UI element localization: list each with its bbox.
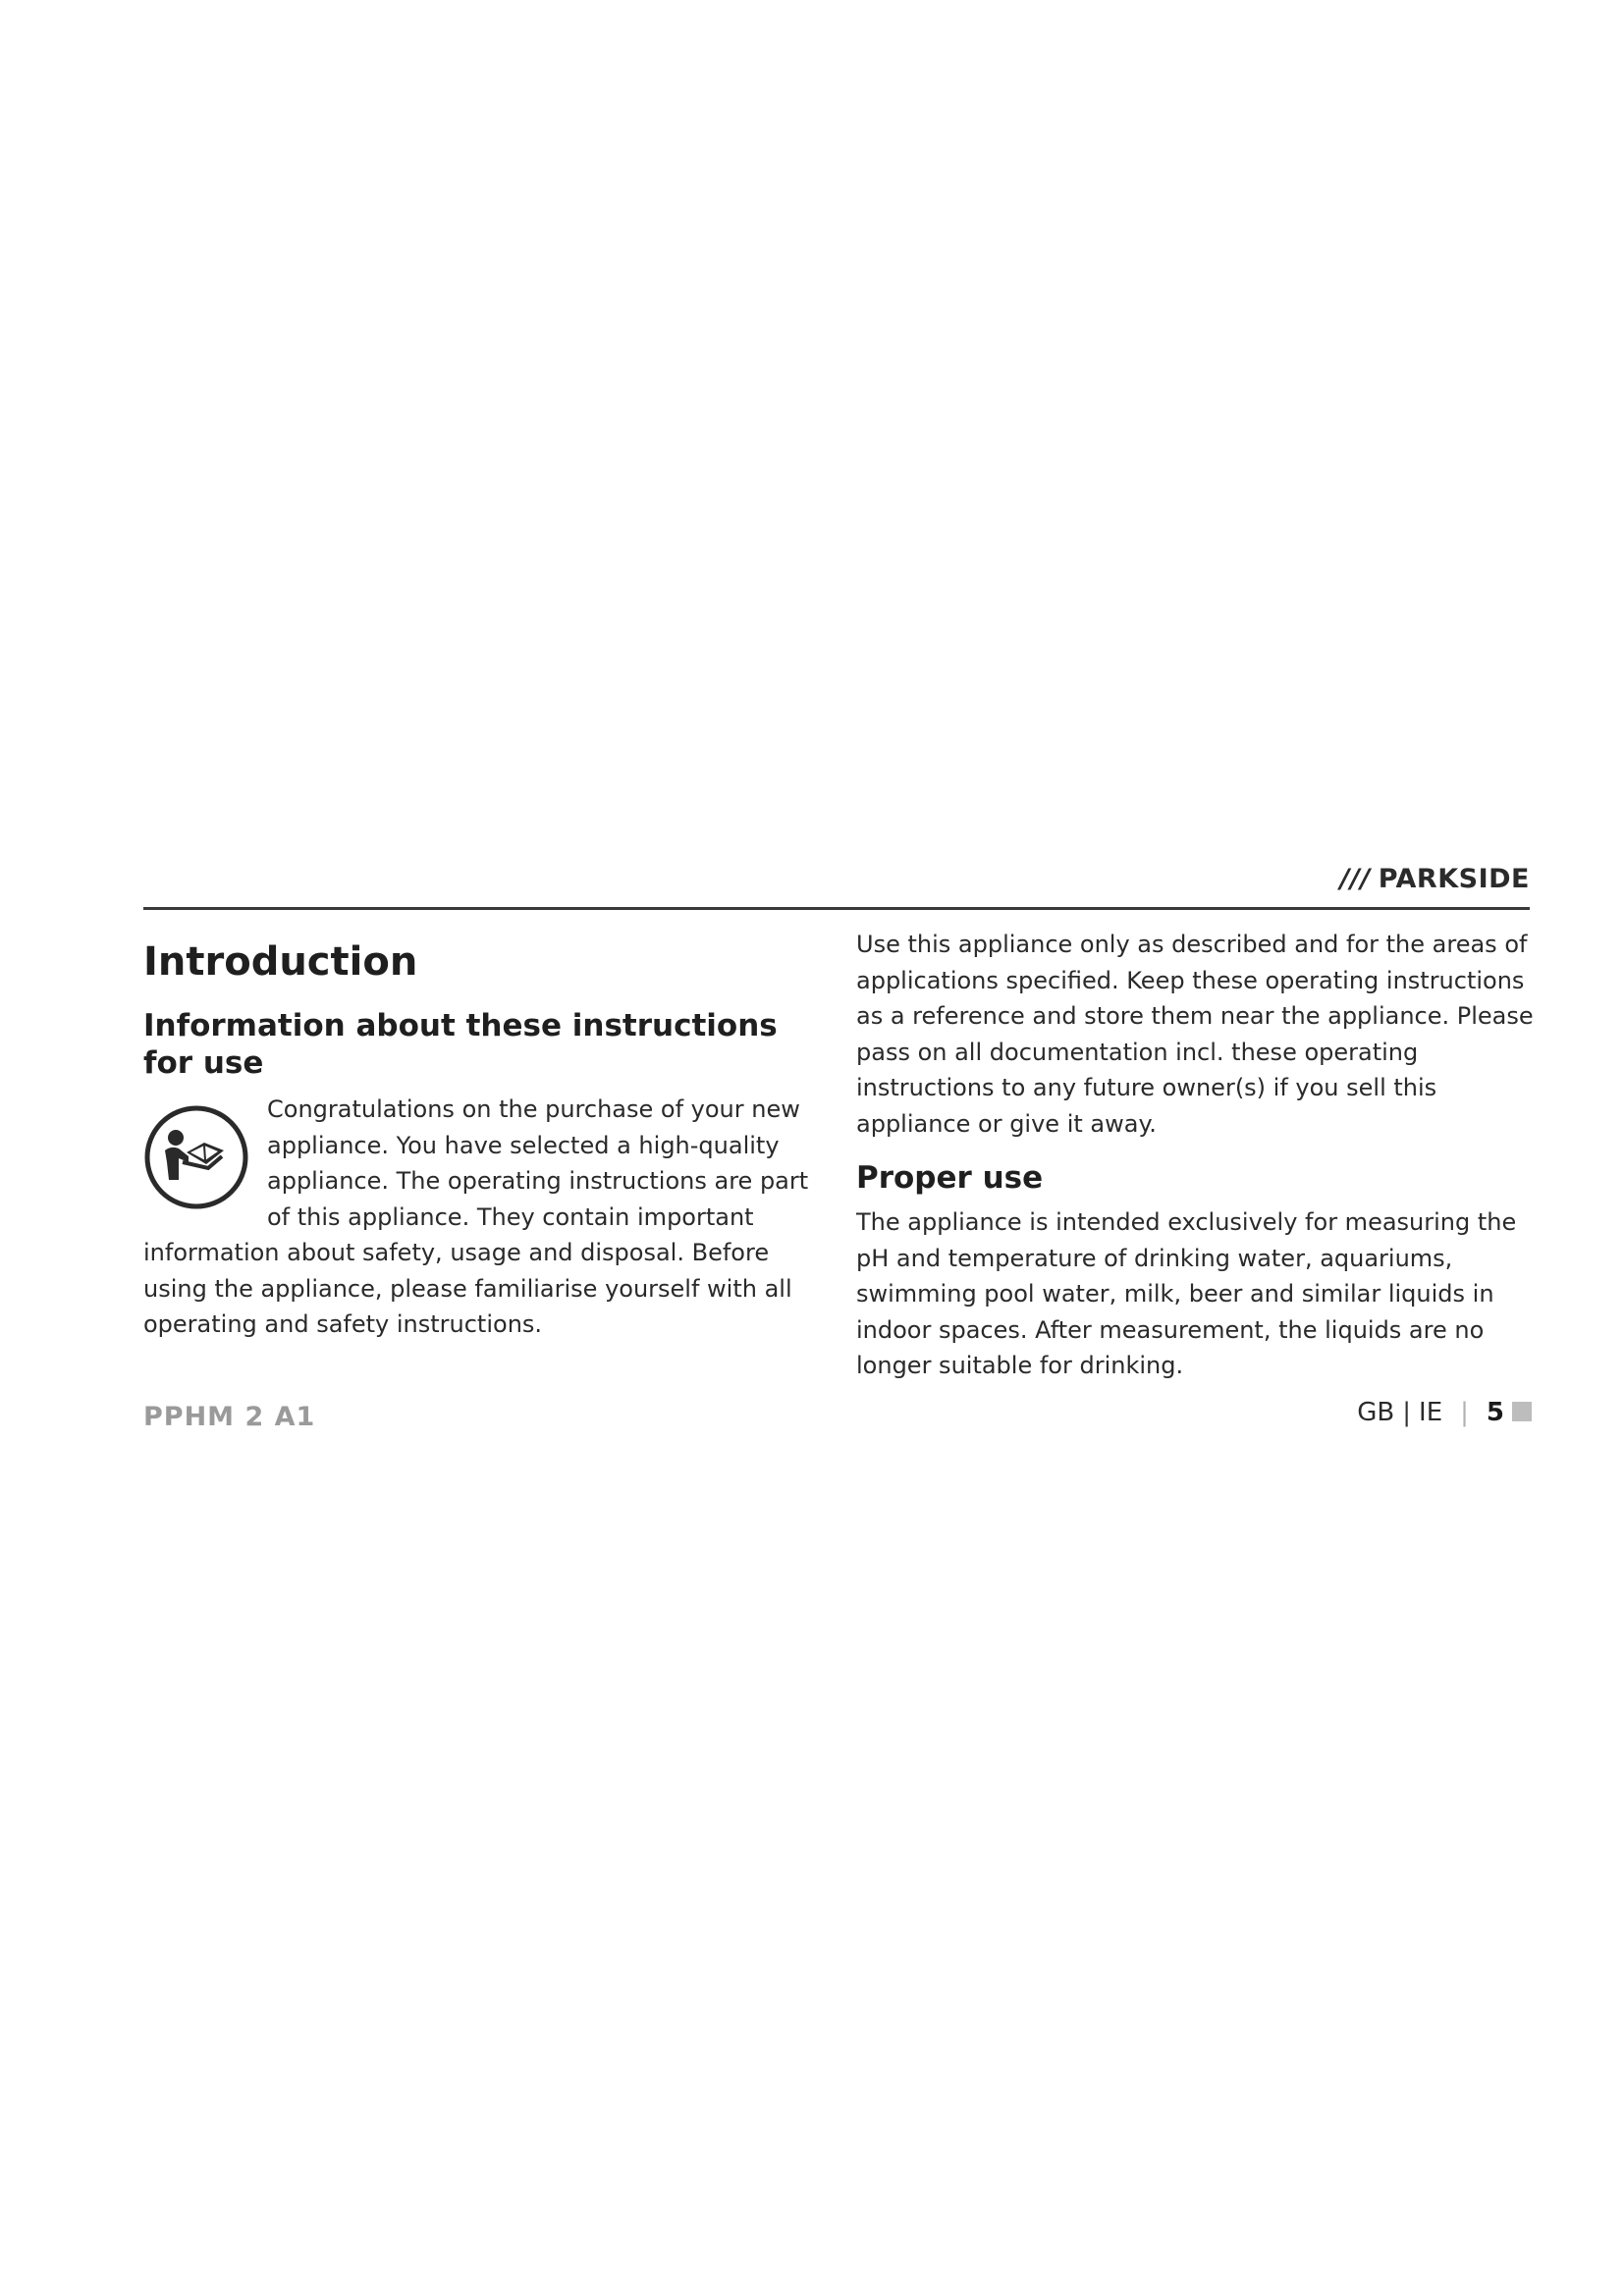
brand-logo [1286,864,1530,894]
right-column [856,927,1534,1384]
page-marker-square [1512,1402,1532,1421]
section-subtitle: Information about these instructions for use [143,1008,778,1081]
proper-use-paragraph: The appliance is intended exclusively for measuring the pH and temperature of drinking water, aquariums, swimming pool water, milk, beer and similar liquids in indoor spaces. After measurement, the liquids are no longer suitable for drinking. [856,1208,1517,1379]
brand-name: PARKSIDE [1378,864,1530,894]
header-rule [143,907,1530,910]
language-ie: IE [1419,1398,1443,1427]
language-gb: GB [1357,1398,1395,1427]
read-manual-icon [143,1097,249,1217]
model-number: PPHM 2 A1 [143,1402,316,1432]
intro-paragraph: Congratulations on the purchase of your new appliance. You have selected a high-quality appliance. The operating instructions are part of this appliance. They contain important information about safety, usage and disposal. Before using the appliance, please familiarise yourself with all operating and safety instructions. [143,1095,809,1338]
page-number: 5 [1486,1398,1504,1427]
section-title: Introduction [143,939,418,985]
intro-block [143,1092,811,1343]
proper-use-heading: Proper use [856,1160,1044,1196]
page-separator: | [1460,1398,1469,1427]
language-separator: | [1402,1398,1412,1427]
brand-slashes: /// [1339,864,1371,894]
usage-paragraph: Use this appliance only as described and for the areas of applications specified. Keep these operating instructions as a reference and store them near the appliance. Please pass on all documentation incl. these operating instructions to any future owner(s) if you sell this appliance or give it away. [856,931,1534,1138]
left-column [143,927,811,1343]
page-footer [1276,1398,1532,1427]
